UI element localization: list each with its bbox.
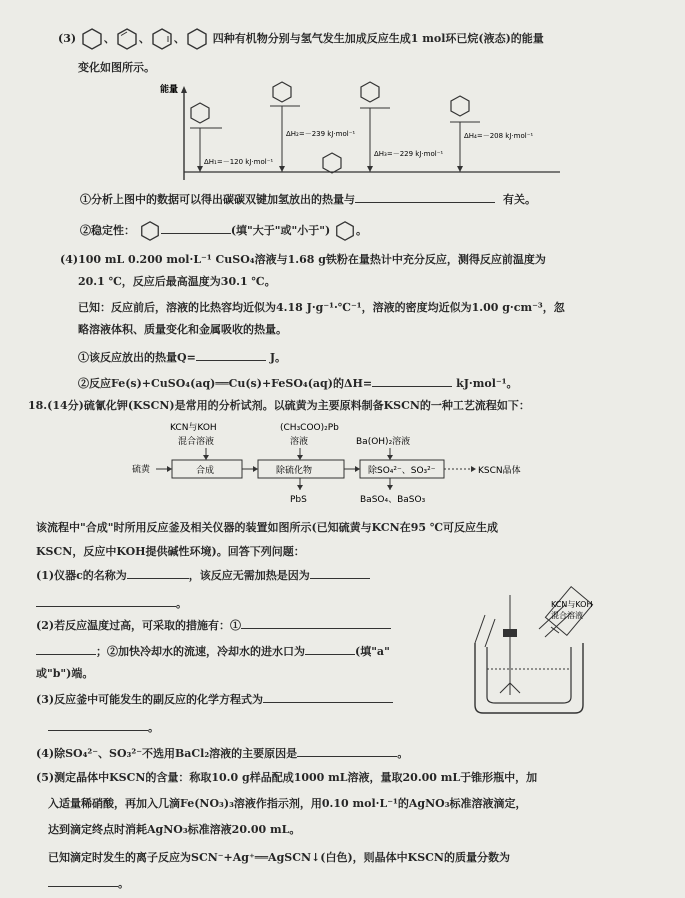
q18-p5-line4: 已知滴定时发生的离子反应为SCN⁻+Ag⁺══AgSCN↓(白色)，则晶体中KSCN的质量分数为 (48, 851, 510, 864)
flow-start: 硫黄 (132, 465, 151, 475)
q17-4-line3: 已知：反应前后，溶液的比热容均近似为4.18 J·g⁻¹·℃⁻¹，溶液的密度均近似为1.00 g·cm⁻³，忽 (78, 301, 565, 314)
dh4-label: ΔH₄=－208 kJ·mol⁻¹ (464, 132, 534, 140)
answer-blank[interactable] (127, 566, 189, 579)
flow-box-synthesis: 合成 (196, 466, 215, 476)
answer-blank[interactable] (372, 374, 452, 387)
flow-input-pb-b: 溶液 (290, 437, 309, 447)
apparatus-label-solution: 混合溶液 (551, 611, 583, 620)
reactor-apparatus (455, 585, 655, 715)
q17-4-line2: 20.1 ℃，反应后最高温度为30.1 ℃。 (78, 275, 276, 288)
dh3-label: ΔH₃=－229 kJ·mol⁻¹ (374, 150, 444, 158)
flow-box-desulfide: 除硫化物 (276, 466, 313, 476)
flow-input-kcn-b: 混合溶液 (178, 437, 215, 447)
q17-4-line1: (4)100 mL 0.200 mol·L⁻¹ CuSO₄溶液与1.68 g铁粉在量热计中充分反应，测得反应前温度为 (60, 253, 546, 266)
answer-blank[interactable] (263, 690, 393, 703)
flow-end-product: KSCN晶体 (478, 466, 521, 476)
q17-4-line4: 略溶液体积、质量变化和金属吸收的热量。 (78, 323, 287, 336)
q17-4-line5: ①该反应放出的热量Q= J。 (78, 348, 286, 365)
cyclohexene-mol-icon (191, 103, 209, 123)
answer-blank[interactable] (241, 616, 391, 629)
answer-blank[interactable] (196, 348, 266, 361)
cyclohexane-mol-icon (323, 153, 341, 173)
q17-3-line2: 变化如图所示。 (78, 61, 155, 74)
q18-p1: (1)仪器c的名称为 ，该反应无需加热是因为 (36, 566, 370, 583)
energy-diagram (160, 80, 580, 190)
dh1-label: ΔH₁=－120 kJ·mol⁻¹ (204, 158, 274, 166)
answer-blank[interactable] (305, 642, 355, 655)
cyclohexadiene-icon (115, 27, 139, 51)
apparatus-label-kcn: KCN与KOH (551, 600, 593, 609)
flow-input-kcn: KCN与KOH (170, 423, 217, 433)
q18-intro1: 该流程中"合成"时所用反应釜及相关仪器的装置如图所示(已知硫黄与KCN在95 ℃可反应生成 (36, 521, 499, 534)
diene2-mol-icon (361, 82, 379, 102)
answer-blank[interactable] (48, 718, 148, 731)
q18-p5-line1: (5)测定晶体中KSCN的含量：称取10.0 g样品配成1000 mL溶液，量取20.00 mL于锥形瓶中，加 (36, 771, 538, 784)
answer-blank[interactable] (36, 642, 96, 655)
diene-mol-icon (273, 82, 291, 102)
cyclohexene-icon (334, 220, 356, 242)
q17-3-sub2: ②稳定性： (填"大于"或"小于") 。 (80, 220, 367, 242)
flow-input-pb: (CH₃COO)₂Pb (280, 423, 339, 433)
answer-blank[interactable] (297, 744, 397, 757)
q18-p5-line3: 达到滴定终点时消耗AgNO₃标准溶液20.00 mL。 (48, 823, 301, 836)
cyclohexadiene-2-icon (150, 27, 174, 51)
q17-4-line6: ②反应Fe(s)+CuSO₄(aq)══Cu(s)+FeSO₄(aq)的ΔH= kJ·mol⁻¹。 (78, 374, 518, 391)
cyclohexene-icon (185, 27, 209, 51)
dh2-label: ΔH₂=－239 kJ·mol⁻¹ (286, 130, 356, 138)
flow-output-pbs: PbS (290, 495, 307, 505)
benzene-icon (80, 27, 104, 51)
q17-3-sub1: ①分析上图中的数据可以得出碳碳双键加氢放出的热量与 有关。 (80, 190, 536, 207)
q18-p2-b: ；②加快冷却水的流速，冷却水的进水口为 (填"a" (36, 642, 390, 659)
answer-blank[interactable] (310, 566, 370, 579)
q18-p3: (3)反应釜中可能发生的副反应的化学方程式为 (36, 690, 393, 707)
q18-p5-answer: 。 (48, 874, 129, 891)
q18-intro2: KSCN，反应中KOH提供碱性环境)。回答下列问题： (36, 545, 305, 558)
q18-p2: (2)若反应温度过高，可采取的措施有：① (36, 616, 391, 633)
answer-blank[interactable] (48, 874, 118, 887)
benzene-mol-icon (451, 96, 469, 116)
q18-p4: (4)除SO₄²⁻、SO₃²⁻不选用BaCl₂溶液的主要原因是 。 (36, 744, 408, 761)
q18-p2-d: 或"b")端。 (36, 667, 94, 680)
q18-p3-cont: 。 (48, 718, 159, 735)
energy-axis-label: 能量 (160, 85, 179, 95)
flow-output-baso4: BaSO₄、BaSO₃ (360, 495, 426, 505)
flow-box-remove-so4: 除SO₄²⁻、SO₃²⁻ (368, 466, 436, 476)
q18-p1-cont: 。 (36, 594, 187, 611)
benzene-icon (139, 220, 161, 242)
flow-input-ba: Ba(OH)₂溶液 (356, 437, 411, 447)
process-flowchart (120, 416, 580, 512)
q17-3-line1: (3) 、 、 、 四种有机物分别与氢气发生加成反应生成1 mol环已烷(液态)的能量 (58, 27, 544, 51)
q18-heading: 18.(14分)硫氰化钾(KSCN)是常用的分析试剂。以硫黄为主要原料制备KSCN的一种工艺流程如下： (28, 399, 530, 412)
q18-p5-line2: 入适量稀硝酸，再加入几滴Fe(NO₃)₃溶液作指示剂，用0.10 mol·L⁻¹的AgNO₃标准溶液滴定， (48, 797, 527, 810)
answer-blank[interactable] (355, 190, 495, 203)
answer-blank[interactable] (161, 221, 231, 234)
answer-blank[interactable] (36, 594, 176, 607)
